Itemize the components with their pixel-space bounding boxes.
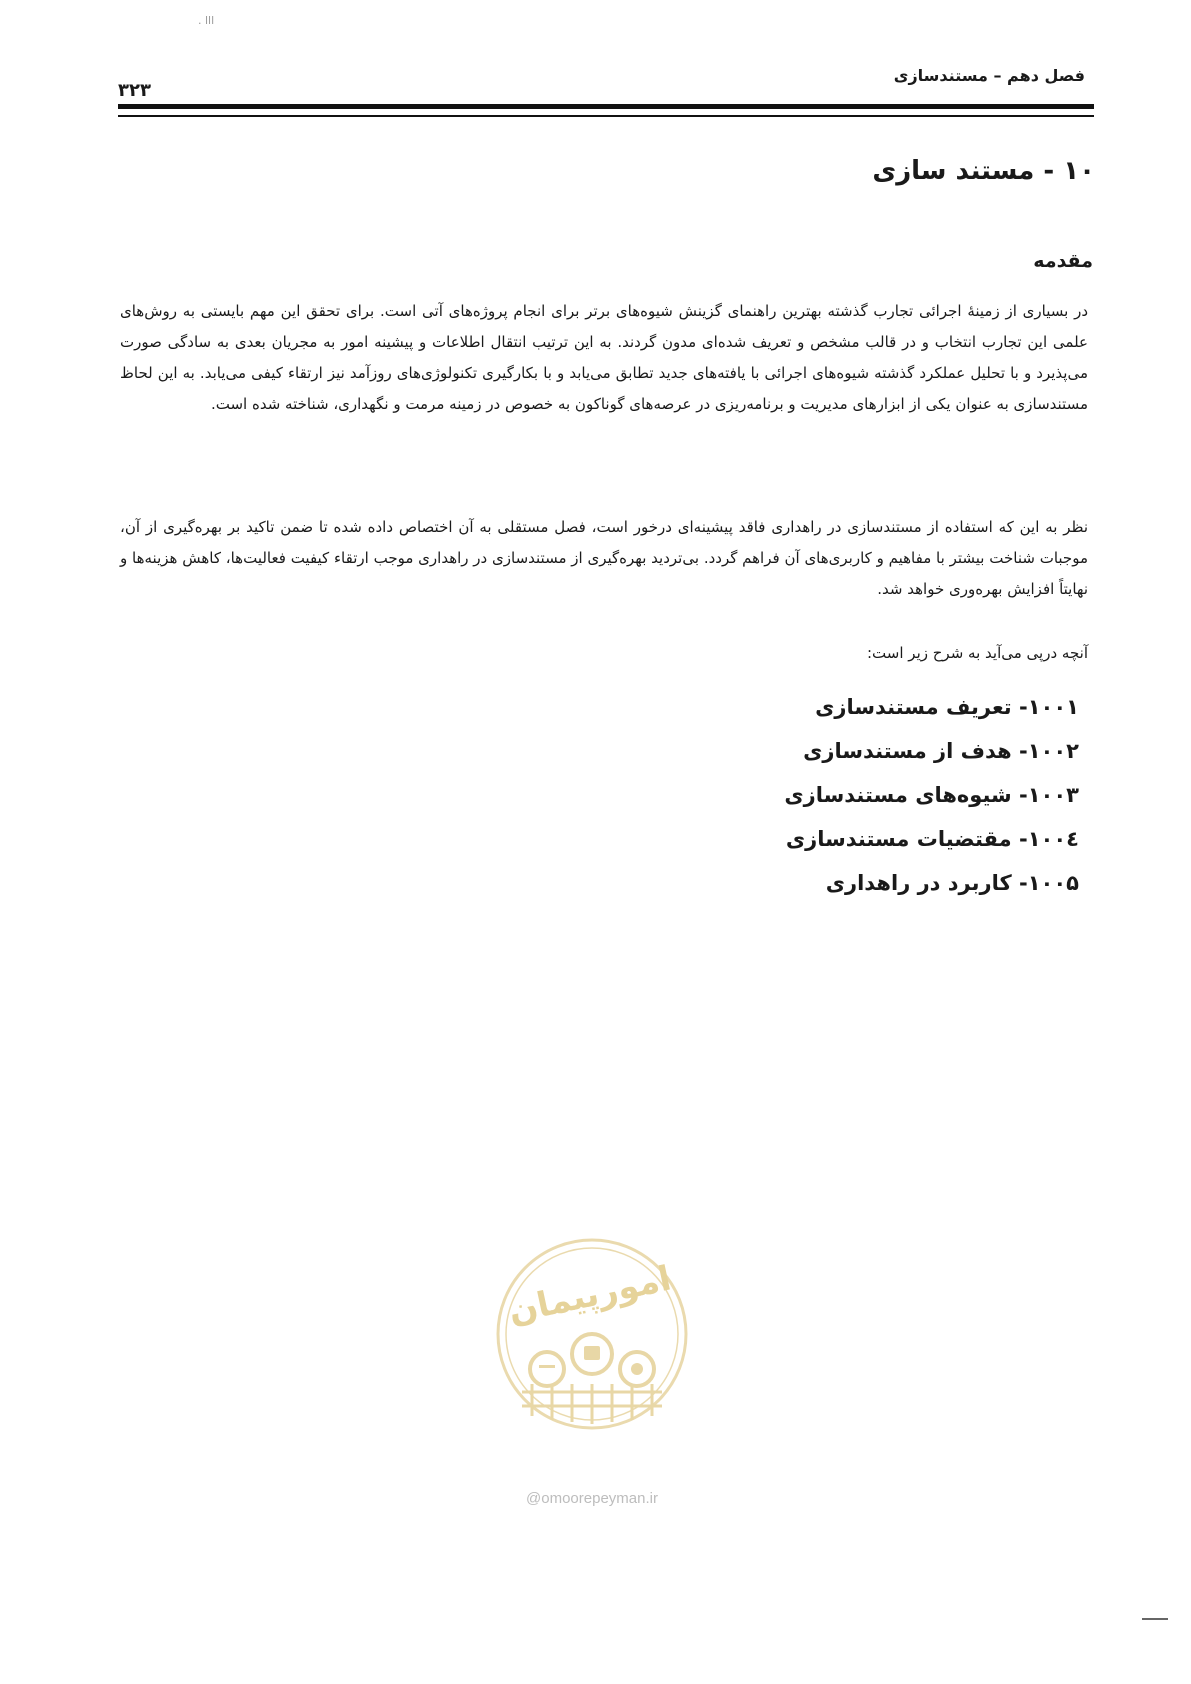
toc-item: ۱۰۰۲- هدف از مستندسازی	[803, 739, 1079, 763]
chapter-title: ۱۰ - مستند سازی	[872, 156, 1095, 186]
header-rule-thin	[118, 115, 1094, 117]
toc-item: ۱۰۰۱- تعریف مستندسازی	[815, 695, 1079, 719]
watermark-caption: @omoorepeyman.ir	[526, 1490, 658, 1507]
toc-item: ۱۰۰۳- شیوه‌های مستندسازی	[784, 783, 1079, 807]
intro-paragraph-3: آنچه درپی می‌آید به شرح زیر است:	[867, 644, 1088, 662]
scan-mark: . lll	[198, 14, 215, 27]
margin-dash	[1142, 1618, 1168, 1620]
intro-paragraph-2: نظر به این که استفاده از مستندسازی در راهداری فاقد پیشینه‌ای درخور است، فصل مستقلی به آن اختصاص داده شده تا ضمن تاکید بر بهره‌گیری از آن، موجبات شناخت بیشتر با مفاهیم و کاربری‌های آن فراهم گردد. بی‌تردید بهره‌گیری از مستندسازی در راهداری موجب ارتقاء کیفیت فعالیت‌ها، کاهش هزینه‌ها و نهایتاً افزایش بهره‌وری خواهد شد.	[120, 518, 1088, 598]
toc-item: ۱۰۰۵- کاربرد در راهداری	[825, 871, 1079, 895]
section-heading-intro: مقدمه	[1033, 250, 1093, 272]
table-of-contents	[784, 685, 1079, 905]
watermark-logo-icon	[492, 1234, 692, 1434]
svg-text:امورپیمان: امورپیمان	[504, 1258, 675, 1332]
page-number: ۳۲۳	[118, 80, 151, 101]
running-title: فصل دهم – مستندسازی	[893, 66, 1085, 85]
intro-paragraph-1: در بسیاری از زمینهٔ اجرائی تجارب گذشته بهترین راهنمای گزینش شیوه‌های برتر برای انجام پروژه‌های آتی است. برای تحقق این مهم بایستی به روش‌های علمی این تجارب انتخاب و در قالب مشخص و تعریف شده‌ای مدون گردند. به این ترتیب انتقال اطلاعات و پیشینه امور به مجریان بعدی به سادگی صورت می‌پذیرد و با تحلیل عملکرد گذشته شیوه‌های اجرائی با یافته‌های جدید تطابق می‌یابد و با بکارگیری تکنولوژی‌های روزآمد نیز ارتقاء کیفی می‌یابد. به این لحاظ مستندسازی به عنوان یکی از ابزارهای مدیریت و برنامه‌ریزی در عرصه‌های گوناکون به خصوص در زمینه مرمت و نگهداری، شناخته شده است.	[120, 302, 1088, 413]
toc-item: ۱۰۰٤- مقتضیات مستندسازی	[785, 827, 1079, 851]
header-rule-thick	[118, 104, 1094, 109]
